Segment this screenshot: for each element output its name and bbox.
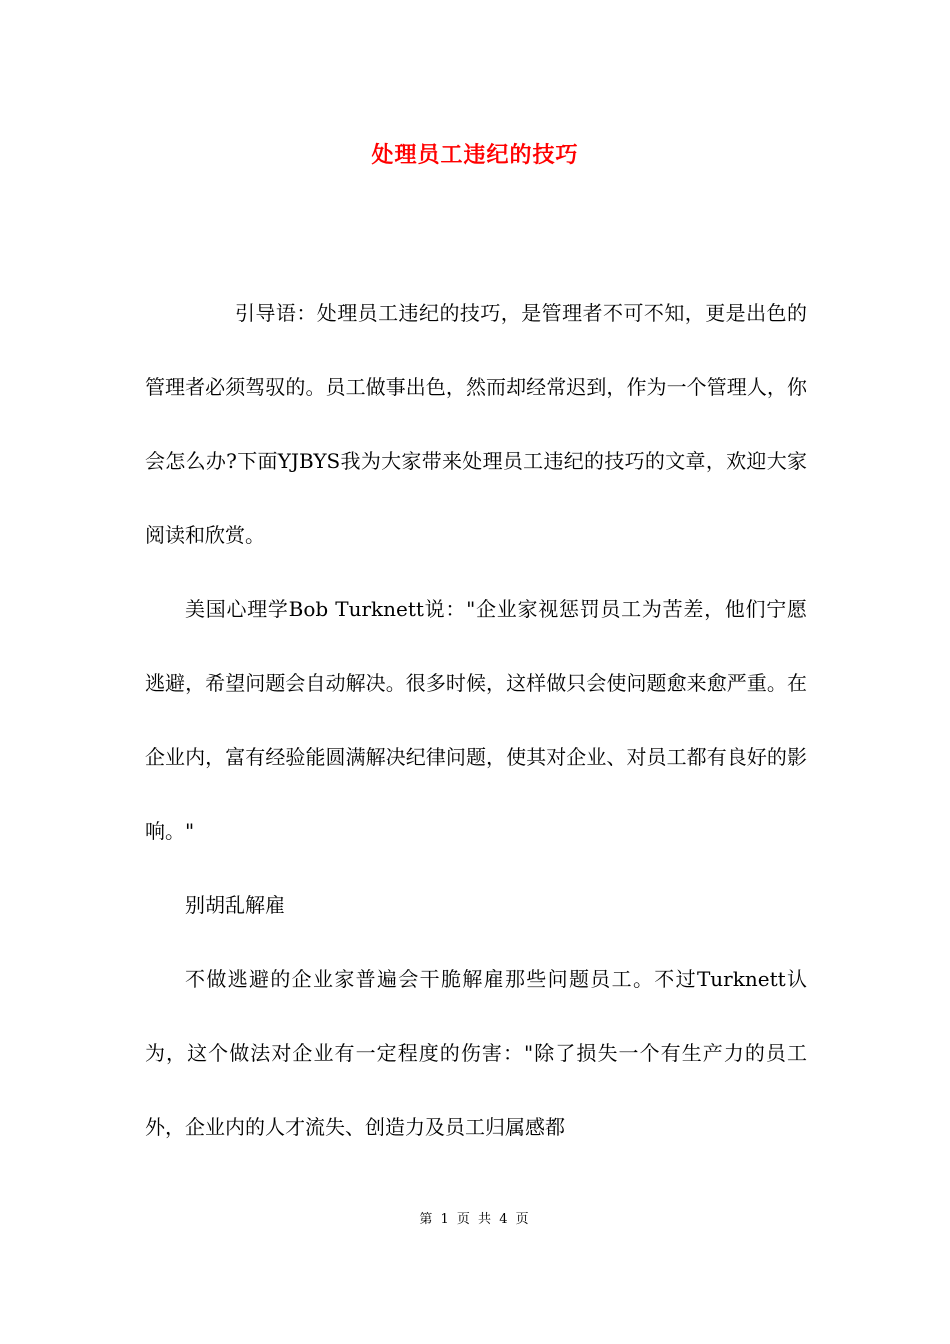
paragraph-quote: 美国心理学Bob Turknett说："企业家视惩罚员工为苦差，他们宁愿逃避，希望问题会自动解决。很多时候，这样做只会使问题愈来愈严重。在企业内，富有经验能圆满解决纪律问题，使其对企业、对员工都有良好的影响。" xyxy=(145,597,807,843)
document-body xyxy=(145,276,807,1164)
document-title: 处理员工违纪的技巧 xyxy=(371,142,579,168)
paragraph-intro: 引导语：处理员工违纪的技巧，是管理者不可不知，更是出色的管理者必须驾驭的。员工做事出色，然而却经常迟到，作为一个管理人，你会怎么办?下面YJBYS我为大家带来处理员工违纪的技巧的文章，欢迎大家阅读和欣赏。 xyxy=(145,301,807,547)
paragraph-dismissal: 不做逃避的企业家普遍会干脆解雇那些问题员工。不过Turknett认为，这个做法对企业有一定程度的伤害："除了损失一个有生产力的员工外，企业内的人才流失、创造力及员工归属感都 xyxy=(145,967,807,1139)
section-heading: 别胡乱解雇 xyxy=(185,893,285,917)
page-number: 第 1 页 共 4 页 xyxy=(419,1212,531,1227)
